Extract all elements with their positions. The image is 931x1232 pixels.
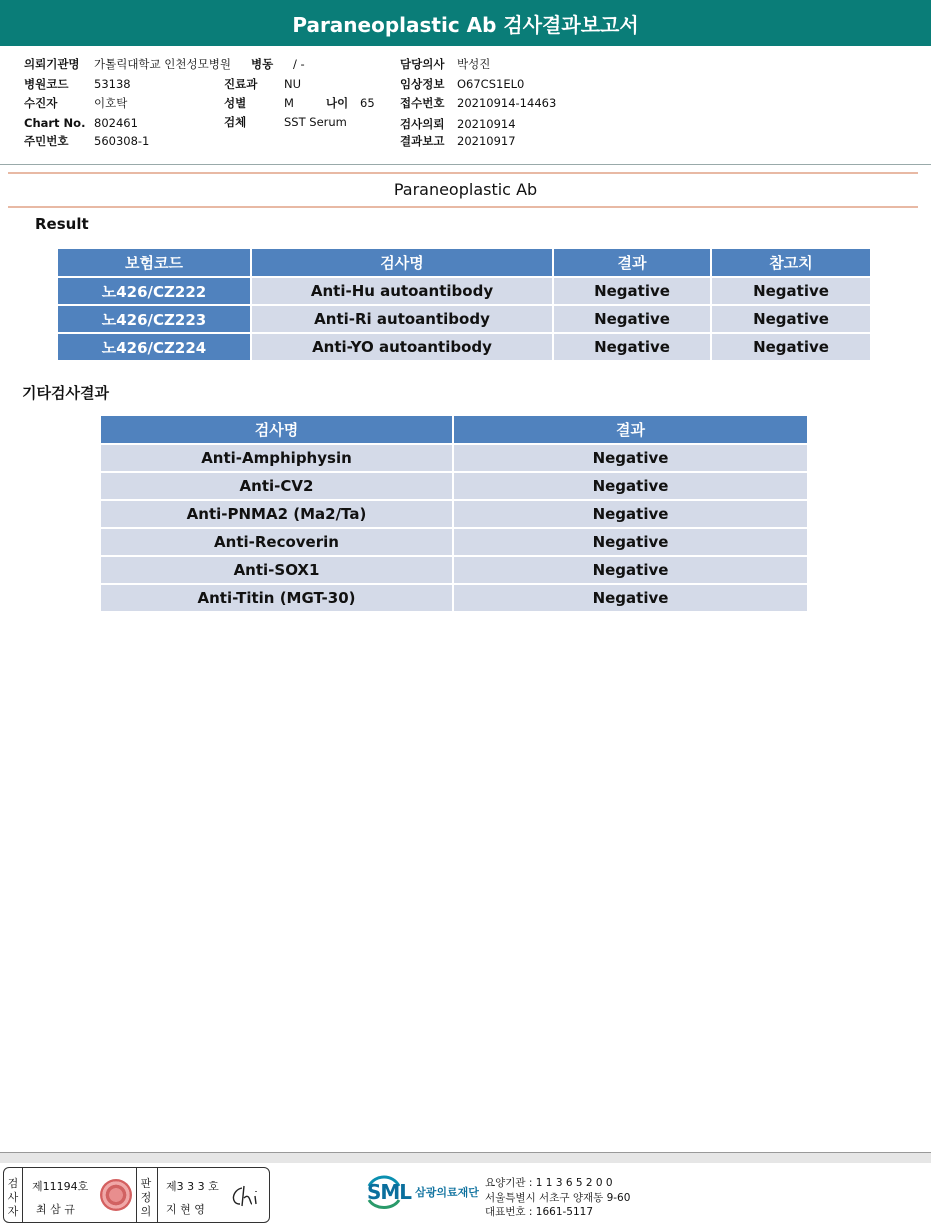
field-patient-name: [24, 95, 127, 111]
insurance-code-cell: 노426/CZ222: [57, 277, 251, 305]
field-label: 성별: [224, 96, 247, 110]
result-cell: Negative: [453, 584, 808, 612]
field-label: 의뢰기관명: [24, 57, 80, 71]
inspector-label: 검사자: [7, 1177, 19, 1218]
result-cell: Negative: [553, 333, 711, 361]
address-line: 대표번호 : 1661-5117: [485, 1206, 594, 1218]
table-row: [57, 277, 871, 305]
field-ward: [251, 56, 305, 72]
footer-divider: [0, 1152, 931, 1163]
field-institution: [24, 56, 231, 72]
reference-cell: Negative: [711, 277, 871, 305]
table-row: [57, 305, 871, 333]
other-results-label: 기타검사결과: [22, 384, 109, 402]
divider: [157, 1168, 158, 1222]
address-line: 서울특별시 서초구 양재동 9-60: [485, 1191, 631, 1204]
field-value: NU: [284, 77, 302, 91]
column-header: 보험코드: [57, 248, 251, 277]
result-cell: Negative: [453, 556, 808, 584]
field-report-date: [400, 133, 516, 149]
other-results-table: [99, 414, 809, 613]
logo-name: 삼광의료재단: [415, 1186, 479, 1199]
divider-bottom: [8, 206, 918, 208]
table-row: [100, 556, 808, 584]
signature-box: [3, 1167, 270, 1223]
field-doctor: [400, 56, 490, 72]
test-name-cell: Anti-PNMA2 (Ma2/Ta): [100, 500, 453, 528]
divider: [136, 1168, 137, 1222]
field-label: 병동: [251, 57, 274, 71]
report-title: Paraneoplastic Ab 검사결과보고서: [0, 0, 931, 46]
field-value: O67CS1EL0: [457, 77, 525, 91]
seal-stamp: [100, 1179, 132, 1211]
result-label: Result: [35, 215, 89, 233]
field-value: 560308-1: [94, 134, 150, 148]
table-row: [100, 584, 808, 612]
test-name-cell: Anti-Recoverin: [100, 528, 453, 556]
signature-image: [228, 1182, 264, 1210]
field-label: Chart No.: [24, 116, 86, 130]
field-label: 접수번호: [400, 96, 445, 110]
result-table: [56, 247, 872, 362]
test-name-cell: Anti-Amphiphysin: [100, 444, 453, 472]
field-resident-no: [24, 133, 149, 149]
patient-info: [0, 46, 931, 165]
reference-cell: Negative: [711, 333, 871, 361]
confirm-license: 제3 3 3 호: [166, 1180, 219, 1193]
field-value: 이호탁: [94, 96, 128, 110]
reference-cell: Negative: [711, 305, 871, 333]
field-request-date: [400, 116, 516, 132]
field-value: 가톨릭대학교 인천성모병원: [94, 57, 231, 71]
test-name-cell: Anti-Ri autoantibody: [251, 305, 553, 333]
result-cell: Negative: [453, 472, 808, 500]
confirm-name: 지 현 영: [166, 1203, 205, 1216]
field-label: 검사의뢰: [400, 117, 445, 131]
test-name-cell: Anti-Hu autoantibody: [251, 277, 553, 305]
logo-mark: SML: [367, 1180, 412, 1204]
table-row: [100, 472, 808, 500]
insurance-code-cell: 노426/CZ224: [57, 333, 251, 361]
field-clinical-info: [400, 76, 524, 92]
column-header: 검사명: [100, 415, 453, 444]
field-department: [224, 76, 301, 92]
field-age: [326, 95, 375, 111]
result-cell: Negative: [553, 277, 711, 305]
table-header-row: [57, 248, 871, 277]
table-header-row: [100, 415, 808, 444]
column-header: 결과: [553, 248, 711, 277]
field-specimen: [224, 114, 347, 130]
inspector-license: 제11194호: [32, 1180, 89, 1193]
result-cell: Negative: [553, 305, 711, 333]
field-label: 수진자: [24, 96, 58, 110]
column-header: 검사명: [251, 248, 553, 277]
field-label: 검체: [224, 115, 247, 129]
field-receipt-no: [400, 95, 556, 111]
field-value: 65: [360, 96, 375, 110]
confirm-label: 판정의: [140, 1177, 152, 1218]
field-value: M: [284, 96, 294, 110]
field-value: 20210914: [457, 117, 516, 131]
table-row: [57, 333, 871, 361]
field-value: 박성진: [457, 57, 491, 71]
test-name-cell: Anti-YO autoantibody: [251, 333, 553, 361]
inspector-name: 최 삼 규: [36, 1203, 75, 1216]
field-label: 담당의사: [400, 57, 445, 71]
section-title: Paraneoplastic Ab: [393, 180, 538, 199]
insurance-code-cell: 노426/CZ223: [57, 305, 251, 333]
result-cell: Negative: [453, 444, 808, 472]
address-line: 요양기관 : 1 1 3 6 5 2 0 0: [485, 1177, 613, 1189]
column-header: 결과: [453, 415, 808, 444]
field-label: 진료과: [224, 77, 258, 91]
field-label: 나이: [326, 96, 349, 110]
field-chart-no: [24, 116, 138, 130]
divider-top: [8, 172, 918, 174]
field-value: 53138: [94, 77, 131, 91]
field-value: SST Serum: [284, 115, 347, 129]
field-label: 결과보고: [400, 134, 445, 148]
result-cell: Negative: [453, 528, 808, 556]
field-value: 802461: [94, 116, 138, 130]
divider: [22, 1168, 23, 1222]
field-value: 20210917: [457, 134, 516, 148]
table-row: [100, 500, 808, 528]
field-value: 20210914-14463: [457, 96, 557, 110]
field-value: / -: [293, 57, 305, 71]
field-label: 주민번호: [24, 134, 69, 148]
field-label: 병원코드: [24, 77, 69, 91]
column-header: 참고치: [711, 248, 871, 277]
table-row: [100, 528, 808, 556]
test-name-cell: Anti-SOX1: [100, 556, 453, 584]
result-cell: Negative: [453, 500, 808, 528]
company-address: [485, 1176, 630, 1220]
sml-logo: [365, 1172, 479, 1212]
field-sex: [224, 95, 294, 111]
field-label: 임상정보: [400, 77, 445, 91]
test-name-cell: Anti-Titin (MGT-30): [100, 584, 453, 612]
test-name-cell: Anti-CV2: [100, 472, 453, 500]
field-hospital-code: [24, 76, 131, 92]
table-row: [100, 444, 808, 472]
